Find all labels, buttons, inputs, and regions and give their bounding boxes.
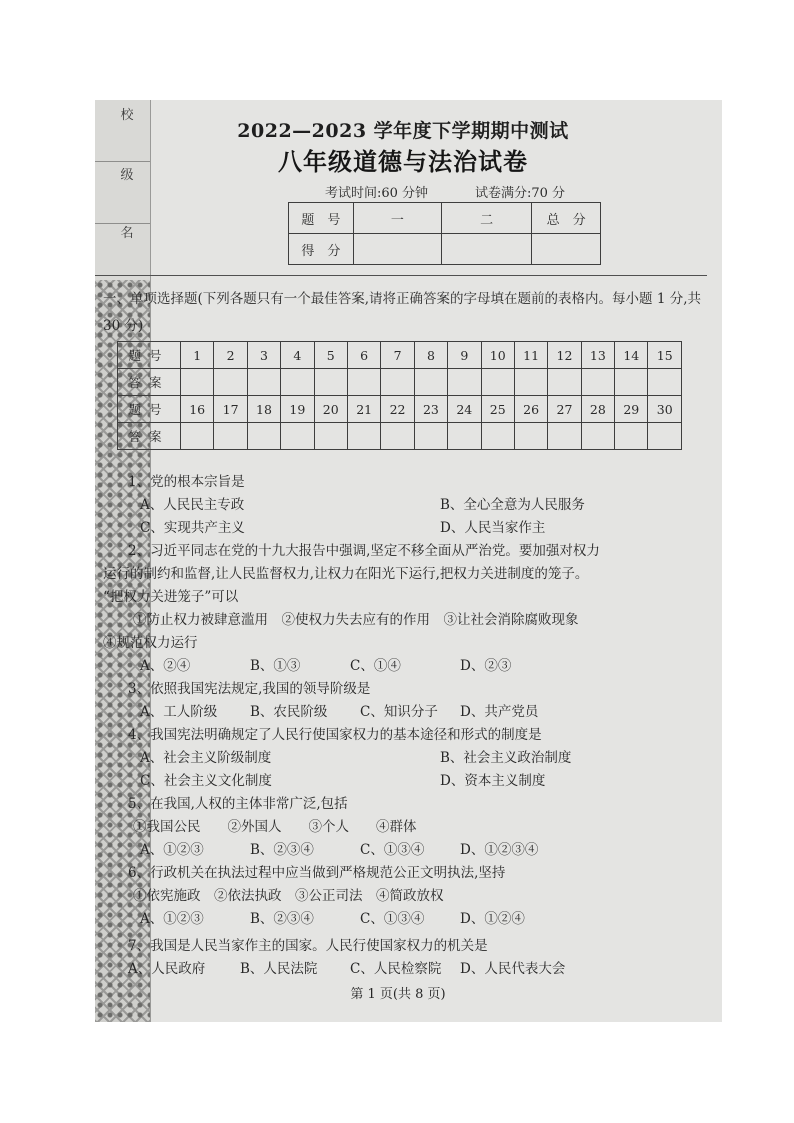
score-cell: 一 bbox=[353, 203, 441, 234]
score-input-cell[interactable] bbox=[532, 234, 601, 265]
question-3-option-c: C、知识分子 bbox=[360, 704, 438, 720]
question-6-option-a: A、①②③ bbox=[140, 911, 204, 927]
answer-grid-label: 题号 bbox=[118, 342, 181, 369]
question-2-stem: 运行的制约和监督,让人民监督权力,让权力在阳光下运行,把权力关进制度的笼子。 bbox=[103, 566, 589, 582]
answer-cell[interactable] bbox=[247, 423, 280, 450]
answer-cell[interactable] bbox=[514, 423, 547, 450]
question-5-stem: 5、在我国,人权的主体非常广泛,包括 bbox=[128, 796, 348, 812]
answer-grid-question-number: 25 bbox=[481, 396, 514, 423]
question-1-option-b: B、全心全意为人民服务 bbox=[440, 497, 585, 513]
answer-cell[interactable] bbox=[581, 423, 614, 450]
question-7-option-a: A、人民政府 bbox=[128, 961, 206, 977]
score-input-cell[interactable] bbox=[353, 234, 441, 265]
question-6-option-c: C、①③④ bbox=[360, 911, 425, 927]
question-4-stem: 4、我国宪法明确规定了人民行使国家权力的基本途径和形式的制度是 bbox=[128, 727, 542, 743]
question-1-option-c: C、实现共产主义 bbox=[140, 520, 245, 536]
answer-grid-question-number: 26 bbox=[514, 396, 547, 423]
question-3-stem: 3、依照我国宪法规定,我国的领导阶级是 bbox=[128, 681, 371, 697]
answer-grid-question-number: 1 bbox=[181, 342, 214, 369]
question-6-stem: 6、行政机关在执法过程中应当做到严格规范公正文明执法,坚持 bbox=[128, 865, 506, 881]
header-divider bbox=[95, 275, 707, 276]
question-5-option-d: D、①②③④ bbox=[460, 842, 539, 858]
question-2-stem: 2、习近平同志在党的十九大报告中强调,坚定不移全面从严治党。要加强对权力 bbox=[128, 543, 600, 559]
question-2-option-a: A、②④ bbox=[140, 658, 191, 674]
answer-cell[interactable] bbox=[448, 423, 481, 450]
answer-cell[interactable] bbox=[548, 423, 581, 450]
question-2-statements: ①防止权力被肆意滥用 ②使权力失去应有的作用 ③让社会消除腐败现象 bbox=[133, 612, 579, 628]
answer-grid-question-number: 6 bbox=[347, 342, 380, 369]
question-2-statements: ④规范权力运行 bbox=[103, 635, 198, 651]
answer-cell[interactable] bbox=[581, 369, 614, 396]
answer-cell[interactable] bbox=[615, 423, 648, 450]
answer-cell[interactable] bbox=[314, 423, 347, 450]
answer-grid-question-number: 11 bbox=[514, 342, 547, 369]
question-1-option-d: D、人民当家作主 bbox=[440, 520, 546, 536]
score-cell: 得 分 bbox=[289, 234, 354, 265]
question-3-option-a: A、工人阶级 bbox=[140, 704, 218, 720]
answer-cell[interactable] bbox=[481, 369, 514, 396]
answer-cell[interactable] bbox=[381, 423, 414, 450]
answer-grid-question-number: 27 bbox=[548, 396, 581, 423]
answer-cell[interactable] bbox=[514, 369, 547, 396]
answer-grid-question-number: 17 bbox=[214, 396, 247, 423]
page-number: 第 1 页(共 8 页) bbox=[350, 987, 446, 1002]
score-table bbox=[288, 202, 601, 265]
answer-grid-question-number: 30 bbox=[648, 396, 682, 423]
section-instruction: 一、单项选择题(下列各题只有一个最佳答案,请将正确答案的字母填在题前的表格内。每小题 1 分,共 30 分) bbox=[103, 291, 702, 334]
score-cell: 总 分 bbox=[532, 203, 601, 234]
answer-cell[interactable] bbox=[414, 423, 447, 450]
answer-grid-question-number: 23 bbox=[414, 396, 447, 423]
answer-cell[interactable] bbox=[448, 369, 481, 396]
question-6-statements: ①依宪施政 ②依法执政 ③公正司法 ④简政放权 bbox=[133, 888, 444, 904]
answer-grid-question-number: 4 bbox=[281, 342, 314, 369]
question-3-option-b: B、农民阶级 bbox=[250, 704, 328, 720]
question-2-option-c: C、①④ bbox=[350, 658, 401, 674]
score-cell: 题 号 bbox=[289, 203, 354, 234]
question-4-option-c: C、社会主义文化制度 bbox=[140, 773, 272, 789]
margin-label-name: 名 bbox=[120, 226, 134, 241]
answer-grid-label: 答案 bbox=[118, 369, 181, 396]
answer-grid-label: 题号 bbox=[118, 396, 181, 423]
answer-cell[interactable] bbox=[548, 369, 581, 396]
answer-cell[interactable] bbox=[648, 423, 682, 450]
answer-grid-label: 答案 bbox=[118, 423, 181, 450]
margin-label-class: 级 bbox=[120, 168, 134, 183]
answer-grid-question-number: 2 bbox=[214, 342, 247, 369]
question-4-option-a: A、社会主义阶级制度 bbox=[140, 750, 272, 766]
answer-cell[interactable] bbox=[247, 369, 280, 396]
answer-grid-question-number: 18 bbox=[247, 396, 280, 423]
exam-title-year: 2022—2023 学年度下学期期中测试 bbox=[237, 120, 569, 142]
answer-grid-question-number: 15 bbox=[648, 342, 682, 369]
question-5-option-c: C、①③④ bbox=[360, 842, 425, 858]
question-7-option-d: D、人民代表大会 bbox=[460, 961, 566, 977]
question-4-option-d: D、资本主义制度 bbox=[440, 773, 546, 789]
answer-grid-question-number: 24 bbox=[448, 396, 481, 423]
answer-cell[interactable] bbox=[181, 423, 214, 450]
answer-cell[interactable] bbox=[214, 423, 247, 450]
score-table-row bbox=[289, 234, 601, 265]
answer-cell[interactable] bbox=[347, 369, 380, 396]
answer-cell[interactable] bbox=[214, 369, 247, 396]
question-4-option-b: B、社会主义政治制度 bbox=[440, 750, 572, 766]
answer-grid-question-number: 20 bbox=[314, 396, 347, 423]
question-5-option-a: A、①②③ bbox=[140, 842, 204, 858]
answer-grid-question-number: 5 bbox=[314, 342, 347, 369]
question-1-stem: 1、党的根本宗旨是 bbox=[128, 474, 245, 490]
answer-grid-answer-row bbox=[118, 369, 682, 396]
answer-cell[interactable] bbox=[648, 369, 682, 396]
answer-grid-number-row bbox=[118, 396, 682, 423]
score-cell: 二 bbox=[442, 203, 532, 234]
score-input-cell[interactable] bbox=[442, 234, 532, 265]
answer-cell[interactable] bbox=[414, 369, 447, 396]
question-2-option-b: B、①③ bbox=[250, 658, 301, 674]
answer-cell[interactable] bbox=[281, 369, 314, 396]
question-5-option-b: B、②③④ bbox=[250, 842, 314, 858]
question-5-statements: ①我国公民 ②外国人 ③个人 ④群体 bbox=[133, 819, 417, 835]
answer-cell[interactable] bbox=[481, 423, 514, 450]
answer-grid-question-number: 3 bbox=[247, 342, 280, 369]
question-2-option-d: D、②③ bbox=[460, 658, 512, 674]
answer-grid-question-number: 7 bbox=[381, 342, 414, 369]
score-table-row bbox=[289, 203, 601, 234]
answer-grid bbox=[117, 341, 682, 450]
exam-content bbox=[103, 100, 718, 1022]
answer-grid-question-number: 13 bbox=[581, 342, 614, 369]
answer-grid-question-number: 10 bbox=[481, 342, 514, 369]
answer-grid-question-number: 12 bbox=[548, 342, 581, 369]
margin-label-school: 校 bbox=[120, 108, 134, 123]
question-7-option-c: C、人民检察院 bbox=[350, 961, 442, 977]
answer-grid-answer-row bbox=[118, 423, 682, 450]
question-6-option-d: D、①②④ bbox=[460, 911, 525, 927]
exam-time: 考试时间:60 分钟 bbox=[325, 186, 429, 201]
question-6-option-b: B、②③④ bbox=[250, 911, 314, 927]
answer-grid-question-number: 28 bbox=[581, 396, 614, 423]
answer-cell[interactable] bbox=[314, 369, 347, 396]
question-2-stem: “把权力关进笼子”可以 bbox=[103, 589, 239, 605]
answer-grid-question-number: 8 bbox=[414, 342, 447, 369]
answer-cell[interactable] bbox=[615, 369, 648, 396]
answer-cell[interactable] bbox=[281, 423, 314, 450]
question-7-stem: 7、我国是人民当家作主的国家。人民行使国家权力的机关是 bbox=[128, 938, 488, 954]
answer-grid-question-number: 22 bbox=[381, 396, 414, 423]
question-7-option-b: B、人民法院 bbox=[240, 961, 318, 977]
answer-grid-question-number: 29 bbox=[615, 396, 648, 423]
answer-grid-question-number: 16 bbox=[181, 396, 214, 423]
answer-grid-question-number: 9 bbox=[448, 342, 481, 369]
answer-grid-question-number: 19 bbox=[281, 396, 314, 423]
question-3-option-d: D、共产党员 bbox=[460, 704, 539, 720]
answer-cell[interactable] bbox=[347, 423, 380, 450]
answer-cell[interactable] bbox=[381, 369, 414, 396]
full-score: 试卷满分:70 分 bbox=[475, 186, 566, 201]
answer-grid-question-number: 21 bbox=[347, 396, 380, 423]
question-1-option-a: A、人民民主专政 bbox=[140, 497, 245, 513]
answer-cell[interactable] bbox=[181, 369, 214, 396]
exam-title-main: 八年级道德与法治试卷 bbox=[278, 147, 528, 176]
answer-grid-number-row bbox=[118, 342, 682, 369]
answer-grid-question-number: 14 bbox=[615, 342, 648, 369]
